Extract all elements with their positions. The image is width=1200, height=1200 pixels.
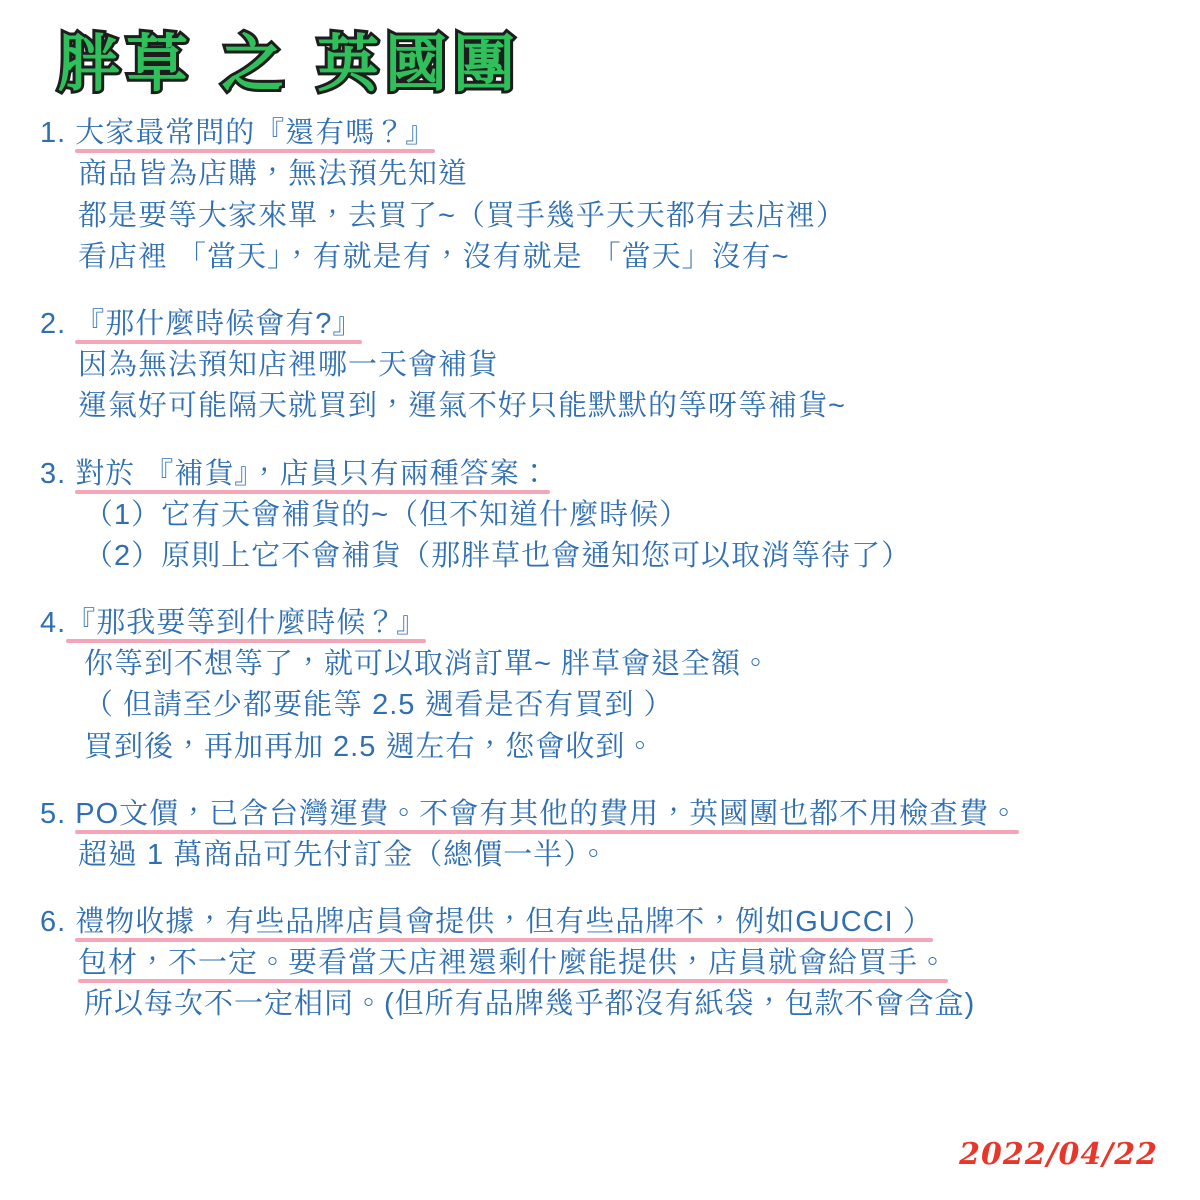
faq-item-line: 運氣好可能隔天就買到，運氣不好只能默默的等呀等補貨~: [78, 390, 846, 423]
list-item: [40, 794, 1160, 876]
faq-item-line: （1）它有天會補貨的~（但不知道什麼時候）: [84, 498, 690, 531]
faq-item-number: 6.: [40, 906, 67, 939]
faq-item-line: 你等到不想等了，就可以取消訂單~ 胖草會退全額。: [84, 648, 771, 681]
list-item: [40, 113, 1160, 278]
faq-item-heading: [40, 902, 1160, 943]
faq-item-line: 商品皆為店購，無法預先知道: [78, 158, 469, 191]
faq-item-number: 4.: [40, 607, 67, 640]
faq-item-line: 都是要等大家來單，去買了~（買手幾乎天天都有去店裡）: [78, 199, 846, 232]
faq-item-line: （2）原則上它不會補貨（那胖草也會通知您可以取消等待了）: [84, 539, 912, 572]
faq-item-number: 2.: [40, 307, 67, 340]
faq-item-heading: [40, 113, 1160, 154]
faq-item-heading: [40, 603, 1160, 644]
faq-item-heading: [40, 304, 1160, 345]
faq-item-heading-text: 『那什麼時候會有?』: [75, 304, 362, 345]
list-item: [40, 603, 1160, 768]
faq-item-line: [40, 943, 1160, 984]
faq-item-line: 因為無法預知店裡哪一天會補貨: [78, 349, 499, 382]
faq-item-heading: [40, 794, 1160, 835]
faq-item-number: 5.: [40, 797, 67, 830]
page-title: 胖草 之 英國團: [58, 27, 522, 100]
faq-item-line: 買到後，再加再加 2.5 週左右，您會收到。: [84, 730, 656, 763]
title-block: [58, 28, 1160, 99]
faq-item-line: 看店裡 「當天」，有就是有，沒有就是 「當天」沒有~: [78, 240, 790, 273]
faq-item-heading: [40, 454, 1160, 495]
list-item: [40, 304, 1160, 428]
faq-item-heading-text: 大家最常問的『還有嗎？』: [75, 113, 435, 154]
faq-item-line: （ 但請至少都要能等 2.5 週看是否有買到 ）: [84, 689, 674, 722]
faq-item-heading-text: PO文價，已含台灣運費。不會有其他的費用，英國團也都不用檢查費。: [75, 794, 1019, 835]
faq-item-heading-text: 『那我要等到什麼時候？』: [66, 603, 426, 644]
faq-item-number: 3.: [40, 457, 67, 490]
faq-list: [40, 113, 1160, 1025]
faq-item-number: 1.: [40, 117, 67, 150]
faq-item-line: 所以每次不一定相同。(但所有品牌幾乎都沒有紙袋，包款不會含盒): [84, 988, 976, 1021]
faq-item-heading-text: 禮物收據，有些品牌店員會提供，但有些品牌不，例如GUCCI ）: [75, 902, 933, 943]
list-item: [40, 902, 1160, 1026]
faq-item-line: 超過 1 萬商品可先付訂金（總價一半）。: [78, 838, 609, 871]
faq-item-heading-text: 對於 『補貨』，店員只有兩種答案：: [75, 454, 550, 495]
date-stamp: 2022/04/22: [959, 1137, 1158, 1172]
list-item: [40, 454, 1160, 578]
faq-item-line-highlight: 包材，不一定。要看當天店裡還剩什麼能提供，店員就會給買手。: [78, 943, 948, 984]
